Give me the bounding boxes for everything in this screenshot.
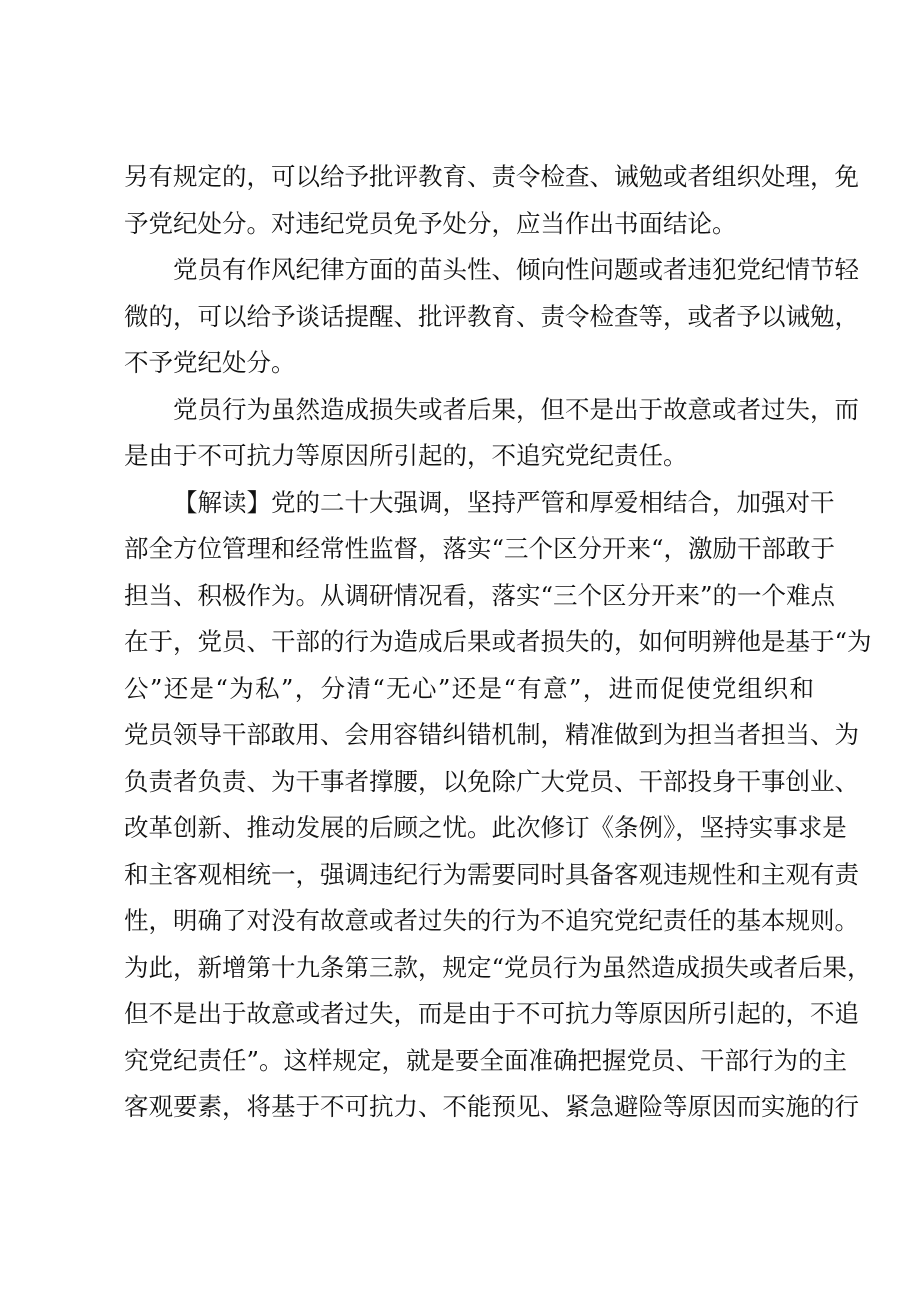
paragraph-4-line-11: 为此，新增第十九条第三款，规定“党员行为虽然造成损失或者后果，	[124, 952, 872, 982]
paragraph-3-line-2: 是由于不可抗力等原因所引起的，不追究党纪责任。	[124, 441, 688, 470]
document-body	[124, 154, 872, 1131]
paragraph-1-line-2: 予党纪处分。对违纪党员免予处分，应当作出书面结论。	[124, 208, 737, 238]
paragraph-4-line-13: 究党纪责任”。这样规定，就是要全面准确把握党员、干部行为的主	[124, 1045, 848, 1075]
paragraph-4-line-12: 但不是出于故意或者过失，而是由于不可抗力等原因所引起的，不追	[124, 999, 859, 1028]
paragraph-2-line-3: 不予党纪处分。	[124, 348, 296, 377]
paragraph-4-line-1: 【解读】党的二十大强调，坚持严管和厚爱相结合，加强对干	[173, 487, 835, 517]
paragraph-2-line-1: 党员有作风纪律方面的苗头性、倾向性问题或者违犯党纪情节轻	[173, 255, 859, 284]
paragraph-2-line-2: 微的，可以给予谈话提醒、批评教育、责令检查等，或者予以诫勉，	[124, 301, 859, 331]
paragraph-4-line-8: 改革创新、推动发展的后顾之忧。此次修订《条例》，坚持实事求是	[124, 813, 847, 842]
paragraph-3-line-1: 党员行为虽然造成损失或者后果，但不是出于故意或者过失，而	[173, 394, 859, 424]
paragraph-4-line-14: 客观要素，将基于不可抗力、不能预见、紧急避险等原因而实施的行	[124, 1092, 859, 1121]
paragraph-4-line-2: 部全方位管理和经常性监督，落实“三个区分开来“，激励干部敢于	[124, 534, 836, 563]
paragraph-4-line-3: 担当、积极作为。从调研情况看，落实“三个区分开来”的一个难点	[124, 580, 836, 610]
paragraph-1-line-1: 另有规定的，可以给予批评教育、责令检查、诫勉或者组织处理，免	[124, 162, 859, 191]
paragraph-4-line-5: 公”还是“为私”，分清“无心”还是“有意”，进而促使党组织和	[124, 673, 814, 703]
paragraph-4-line-9: 和主客观相统一，强调违纪行为需要同时具备客观违规性和主观有责	[124, 859, 859, 889]
paragraph-4-line-10: 性，明确了对没有故意或者过失的行为不追究党纪责任的基本规则。	[124, 906, 859, 935]
paragraph-4-line-6: 党员领导干部敢用、会用容错纠错机制，精准做到为担当者担当、为	[124, 720, 859, 749]
paragraph-4-line-4: 在于，党员、干部的行为造成后果或者损失的，如何明辨他是基于“为	[124, 627, 872, 656]
paragraph-4-line-7: 负责者负责、为干事者撑腰，以免除广大党员、干部投身干事创业、	[124, 766, 859, 796]
